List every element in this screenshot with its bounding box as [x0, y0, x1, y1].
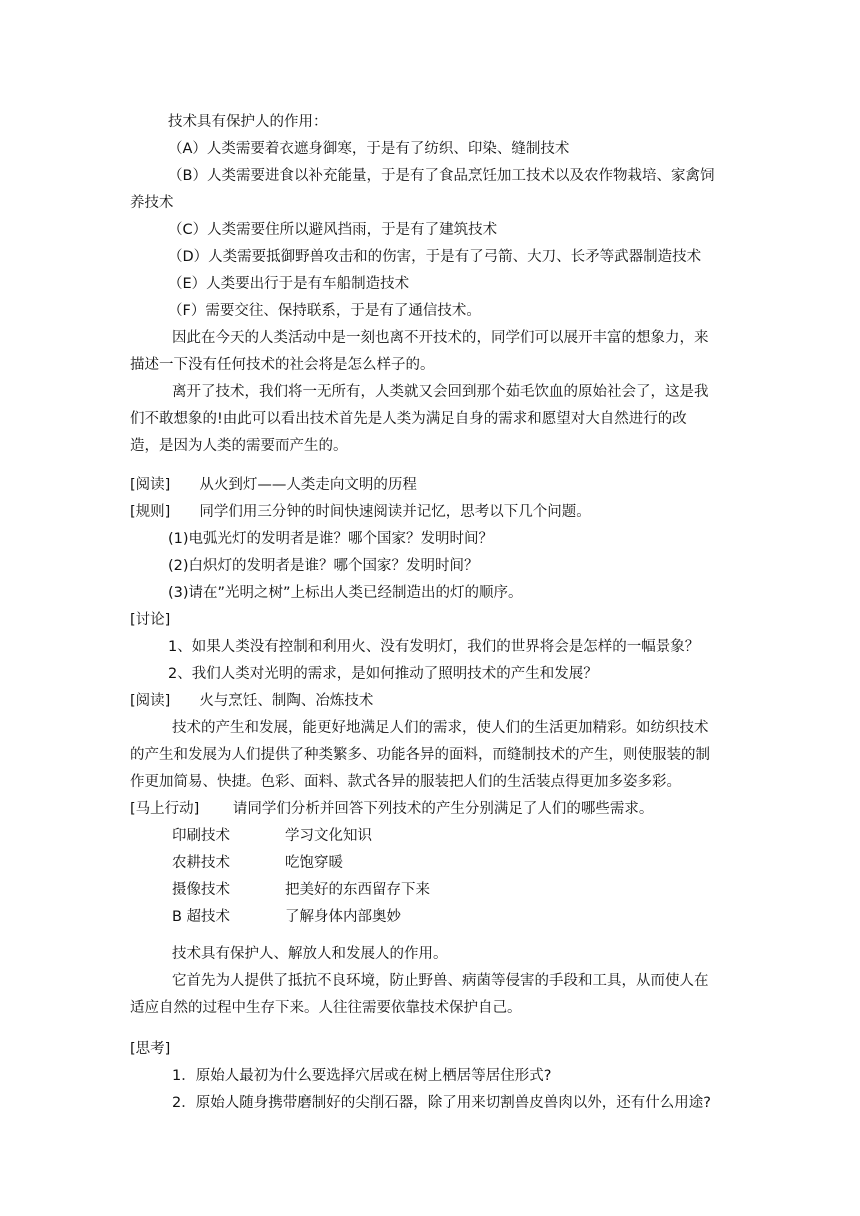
paragraph-line: 技术具有保护人、解放人和发展人的作用。: [172, 946, 448, 962]
tech-name: 印刷技术: [172, 828, 230, 844]
discuss-heading: [讨论]: [130, 612, 171, 628]
action-heading: [马上行动] 请同学们分析并回答下列技术的产生分别满足了人们的哪些需求。: [130, 801, 654, 817]
question-item: (1)电弧光灯的发明者是谁？哪个国家？发明时间？: [168, 531, 494, 547]
paragraph-line: 作更加简易、快捷。色彩、面料、款式各异的服装把人们的生活装点得更加多姿多彩。: [130, 774, 681, 790]
paragraph-line: 的产生和发展为人们提供了种类繁多、功能各异的面料，而缝制技术的产生，则使服装的制: [130, 747, 710, 763]
list-item-continuation: 养技术: [130, 195, 174, 211]
reading-heading: [阅读] 火与烹饪、制陶、冶炼技术: [130, 693, 374, 709]
rules-heading: [规则] 同学们用三分钟的时间快速阅读并记忆，思考以下几个问题。: [130, 504, 591, 520]
tech-name: B 超技术: [172, 909, 231, 925]
discuss-item: 2、我们人类对光明的需求，是如何推动了照明技术的产生和发展？: [168, 666, 598, 682]
list-item: （E）人类要出行于是有车船制造技术: [168, 276, 410, 292]
question-item: (3)请在”光明之树”上标出人类已经制造出的灯的顺序。: [168, 585, 523, 601]
think-item: 2．原始人随身携带磨制好的尖削石器，除了用来切割兽皮兽肉以外，还有什么用途?: [172, 1095, 711, 1111]
tech-need: 学习文化知识: [285, 828, 372, 844]
tech-name: 农耕技术: [172, 855, 230, 871]
question-item: (2)白炽灯的发明者是谁？哪个国家？发明时间？: [168, 558, 479, 574]
paragraph-line: 它首先为人提供了抵抗不良环境，防止野兽、病菌等侵害的手段和工具，从而使人在: [172, 973, 709, 989]
list-item: （A）人类需要着衣遮身御寒，于是有了纺织、印染、缝制技术: [168, 141, 570, 157]
paragraph-line: 适应自然的过程中生存下来。人往往需要依靠技术保护自己。: [130, 1000, 522, 1016]
discuss-item: 1、如果人类没有控制和利用火、没有发明灯，我们的世界将会是怎样的一幅景象？: [168, 639, 700, 655]
paragraph-line: 描述一下没有任何技术的社会将是怎么样子的。: [130, 357, 435, 373]
paragraph-line: 离开了技术，我们将一无所有，人类就又会回到那个茹毛饮血的原始社会了，这是我: [172, 384, 709, 400]
paragraph-line: 技术的产生和发展，能更好地满足人们的需求，使人们的生活更加精彩。如纺织技术: [172, 720, 709, 736]
section-title: 技术具有保护人的作用：: [168, 114, 328, 130]
think-heading: [思考]: [130, 1041, 171, 1057]
tech-name: 摄像技术: [172, 882, 230, 898]
paragraph-line: 造，是因为人类的需要而产生的。: [130, 438, 348, 454]
list-item: （D）人类需要抵御野兽攻击和的伤害，于是有了弓箭、大刀、长矛等武器制造技术: [168, 249, 702, 265]
tech-need: 吃饱穿暖: [285, 855, 343, 871]
think-item: 1．原始人最初为什么要选择穴居或在树上栖居等居住形式?: [172, 1068, 552, 1084]
reading-heading: [阅读] 从火到灯——人类走向文明的历程: [130, 477, 417, 493]
list-item: （F）需要交往、保持联系，于是有了通信技术。: [168, 303, 481, 319]
list-item: （C）人类需要住所以避风挡雨，于是有了建筑技术: [168, 222, 498, 238]
paragraph-line: 们不敢想象的!由此可以看出技术首先是人类为满足自身的需求和愿望对大自然进行的改: [130, 411, 687, 427]
list-item: （B）人类需要进食以补充能量，于是有了食品烹饪加工技术以及农作物栽培、家禽饲: [168, 168, 715, 184]
tech-need: 把美好的东西留存下来: [285, 882, 430, 898]
paragraph-line: 因此在今天的人类活动中是一刻也离不开技术的，同学们可以展开丰富的想象力，来: [172, 330, 709, 346]
tech-need: 了解身体内部奥妙: [285, 909, 401, 925]
